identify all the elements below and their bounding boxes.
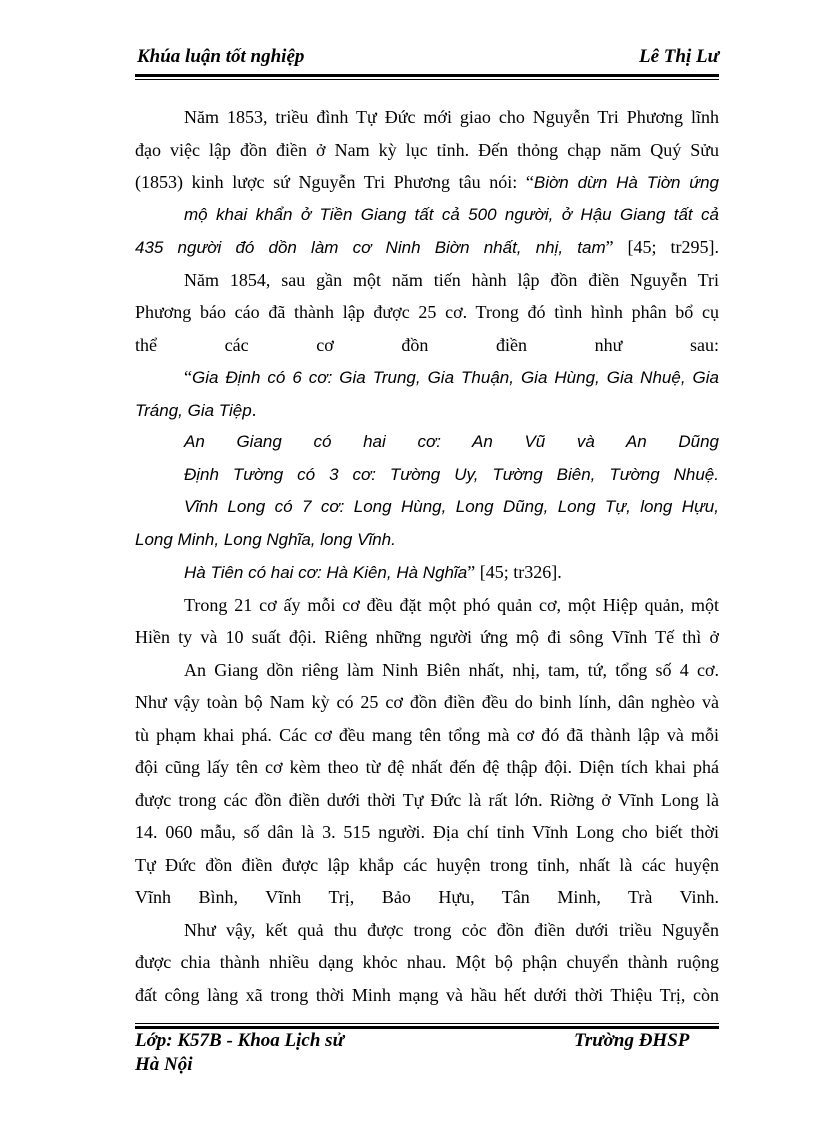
header-thesis-title: Khúa luận tốt nghiệp — [137, 46, 305, 67]
text-line: đạo việc lập đồn điền ở Nam kỳ lục tỉnh. Đến thỏng chạp năm Quý Sửu — [135, 139, 719, 160]
document-body — [135, 101, 719, 1011]
text-line: Năm 1854, sau gần một năm tiến hành lập đồn điền Nguyễn Tri — [184, 269, 719, 290]
footer-city: Hà Nội — [135, 1054, 193, 1075]
text-line: Tự Đức đồn điền được lập khắp các huyện trong tỉnh, nhất là các huyện — [135, 854, 719, 875]
footer-university: Trường ĐHSP — [574, 1030, 690, 1051]
footer-rule-thin — [135, 1023, 719, 1024]
text-line: Vĩnh Bình, Vĩnh Trị, Bảo Hựu, Tân Minh, Trà Vinh. — [135, 887, 719, 907]
quote-run: Tráng, Gia Tiệp — [135, 400, 252, 420]
text-line: Năm 1853, triều đình Tự Đức mới giao cho Nguyễn Tri Phương lĩnh — [184, 107, 719, 127]
footer-class-dept: Lớp: K57B - Khoa Lịch sử — [135, 1030, 344, 1051]
quote-line: An Giang có hai cơ: An Vũ và An Dũng — [184, 432, 719, 451]
text-line: Như vậy toàn bộ Nam kỳ có 25 cơ đồn điền đều do binh lính, dân nghèo và — [135, 692, 719, 712]
quote-run: Gia Định có 6 cơ: Gia Trung, Gia Thuận, Gia Hùng, Gia Nhuệ, Gia — [192, 368, 719, 387]
header-author-name: Lê Thị Lư — [639, 46, 719, 67]
text-run: (1853) kinh lược sứ Nguyễn Tri Phương tâu nói: “ — [135, 172, 534, 192]
text-line: Phương báo cáo đã thành lập được 25 cơ. Trong đó tình hình phân bổ cụ — [135, 302, 719, 322]
quote-run: Hà Tiên có hai cơ: Hà Kiên, Hà Nghĩa — [184, 563, 468, 582]
text-line — [135, 231, 719, 264]
text-line: An Giang dồn riêng làm Ninh Biên nhất, nhị, tam, tứ, tổng số 4 cơ. — [184, 659, 719, 680]
quote-line — [135, 361, 719, 394]
text-run: . — [251, 399, 257, 420]
quote-line — [135, 556, 719, 589]
text-line: 14. 060 mẫu, số dân là 3. 515 người. Địa chí tỉnh Vĩnh Long cho biết thời — [135, 822, 719, 842]
text-line: được chia thành nhiều dạng khỏc nhau. Một bộ phận chuyển thành ruộng — [135, 952, 719, 972]
quote-line: mộ khai khẩn ở Tiền Giang tất cả 500 người, ở Hậu Giang tất cả — [184, 204, 719, 224]
quote-run: 435 người đó dồn làm cơ Ninh Biờn nhất, nhị, tam — [135, 238, 606, 257]
header-rule-thick — [135, 74, 719, 77]
text-line — [135, 166, 719, 199]
quote-line: Định Tường có 3 cơ: Tường Uy, Tường Biên, Tường Nhuệ. — [184, 464, 719, 484]
text-line: thể các cơ đồn điền như sau: — [135, 334, 719, 355]
text-line: Hiền ty và 10 suất đội. Riêng những người ứng mộ đi sông Vĩnh Tế thì ở — [135, 627, 719, 647]
quote-line: Long Minh, Long Nghĩa, long Vĩnh. — [135, 529, 396, 549]
page-header — [135, 46, 719, 76]
header-rule-thin — [135, 79, 719, 80]
quote-line: Vĩnh Long có 7 cơ: Long Hùng, Long Dũng, Long Tự, long Hựu, — [184, 497, 719, 516]
quote-mark: “ — [184, 367, 192, 387]
text-line: đội cũng lấy tên cơ kèm theo từ đệ nhất đến đệ thập đội. Diện tích khai phá — [135, 757, 719, 777]
footer-rule-thick — [135, 1026, 719, 1029]
quote-line — [135, 394, 719, 427]
text-line: Như vậy, kết quả thu được trong cỏc đồn điền dưới triều Nguyễn — [184, 919, 719, 940]
quote-run: Biờn dừn Hà Tiờn ứng — [533, 173, 719, 192]
citation-run: ” [45; tr295]. — [605, 237, 719, 257]
text-line: Trong 21 cơ ấy mỗi cơ đều đặt một phó quản cơ, một Hiệp quản, một — [184, 594, 719, 615]
text-line: đất công làng xã trong thời Minh mạng và hầu hết dưới thời Thiệu Trị, còn — [135, 984, 719, 1005]
text-line: tù phạm khai phá. Các cơ đều mang tên tổng mà cơ đó đã thành lập và mỗi — [135, 724, 719, 745]
citation-run: ” [45; tr326]. — [467, 562, 562, 582]
text-line: được trong các đồn điền dưới thời Tự Đức là rất lớn. Riờng ở Vĩnh Long là — [135, 789, 719, 810]
